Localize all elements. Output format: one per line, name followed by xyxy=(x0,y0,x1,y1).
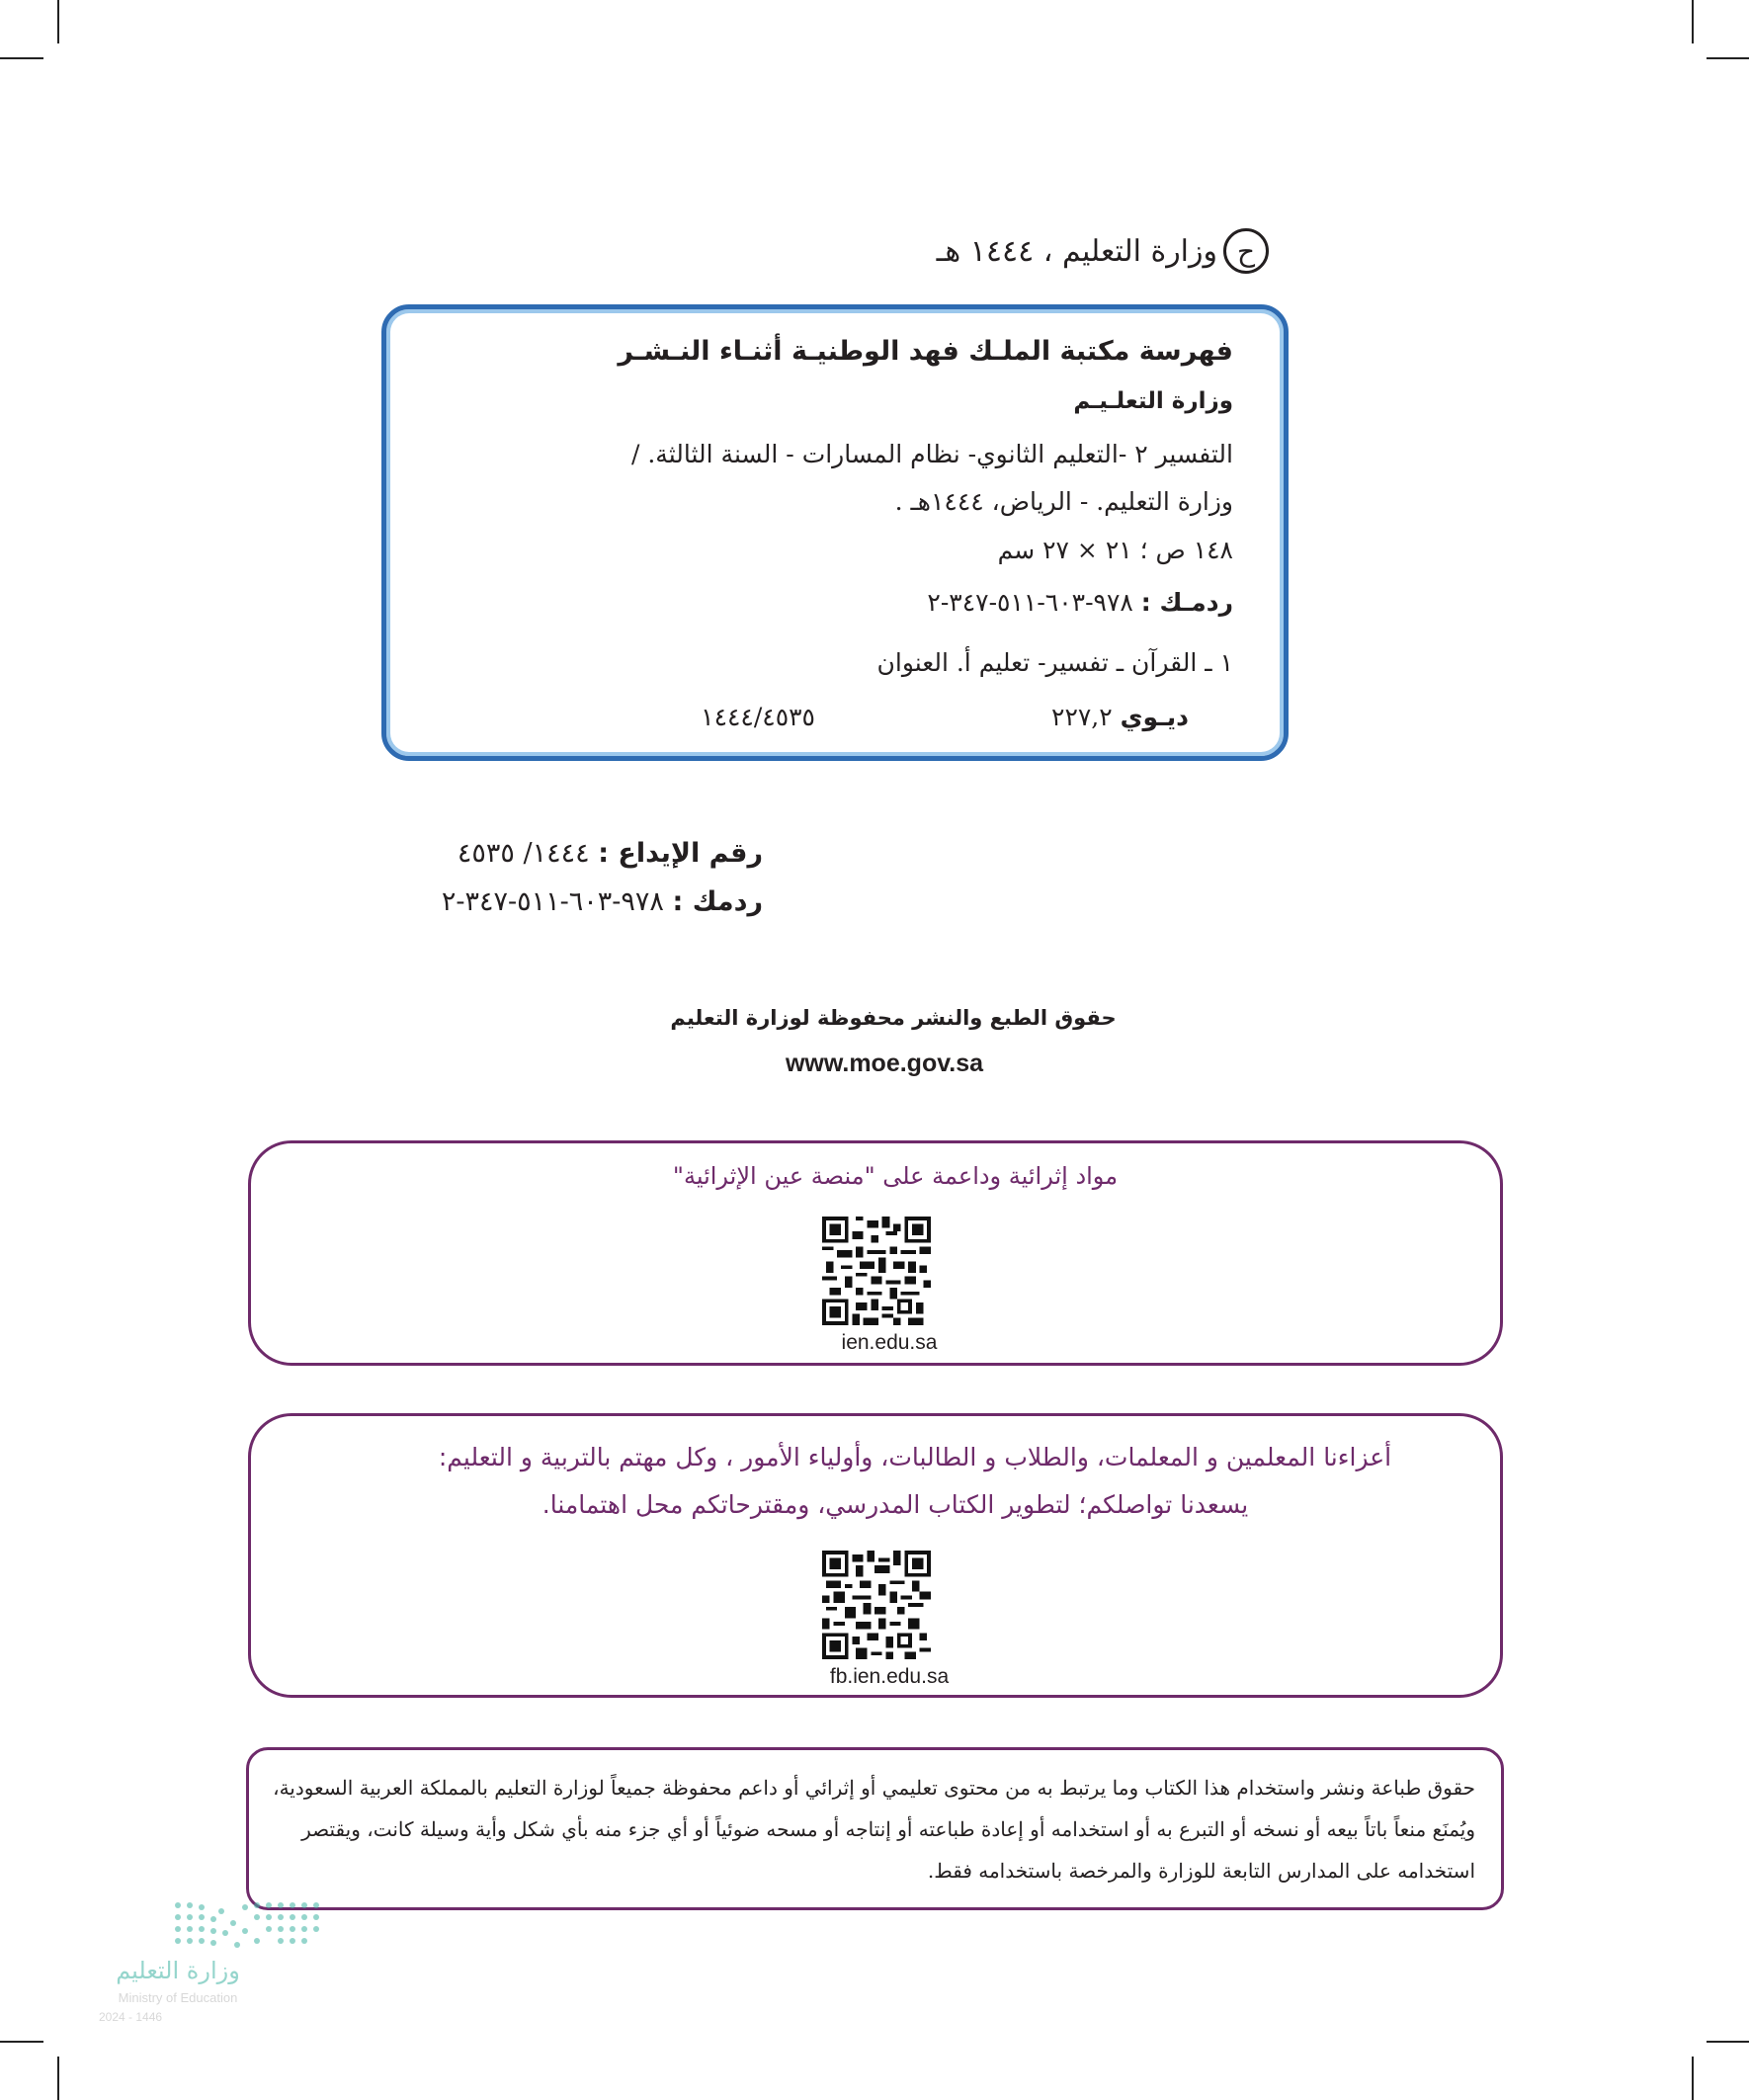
deposit-isbn-label: ردمك : xyxy=(672,886,763,917)
crop-mark-bottom-right xyxy=(1692,2057,1694,2100)
copyright-line xyxy=(937,223,1269,279)
catalog-dewey xyxy=(1051,703,1189,731)
crop-mark-top-right xyxy=(1692,0,1694,43)
catalog-line-2: وزارة التعليم. - الرياض، ١٤٤٤هـ . xyxy=(894,487,1233,516)
ministry-logo xyxy=(95,1895,332,2034)
crop-mark-bottom-left xyxy=(57,2057,59,2100)
crop-mark-bottom-right-h xyxy=(1707,2041,1749,2043)
catalog-deposit-number: ١٤٤٤/٤٥٣٥ xyxy=(701,703,815,731)
copyright-symbol: ح xyxy=(1223,228,1269,274)
feedback-qr-code[interactable] xyxy=(822,1551,931,1659)
legal-notice-box xyxy=(246,1747,1504,1910)
catalog-subjects: ١ ـ القرآن ـ تفسير- تعليم أ. العنوان xyxy=(876,648,1233,677)
crop-mark-top-left xyxy=(57,0,59,43)
ministry-logo-name-en: Ministry of Education xyxy=(118,1990,238,2005)
ministry-logo-name-ar: وزارة التعليم xyxy=(116,1957,240,1984)
catalog-title: فهرسة مكتبة الملـك فهد الوطنيـة أثنـاء النـشـر xyxy=(618,336,1233,367)
catalog-isbn-label: ردمـك : xyxy=(1140,588,1233,617)
enrichment-qr-code[interactable] xyxy=(822,1217,931,1325)
enrichment-qr-label[interactable]: ien.edu.sa xyxy=(841,1331,938,1354)
ministry-logo-dots-icon xyxy=(95,1895,332,1955)
catalog-dewey-label: ديـوي xyxy=(1120,703,1189,731)
feedback-line-1: أعزاءنا المعلمين و المعلمات، والطلاب و الطالبات، وأولياء الأمور ، وكل مهتم بالتربية و التعليم: xyxy=(438,1443,1392,1471)
feedback-panel xyxy=(248,1413,1503,1698)
crop-mark-top-right-h xyxy=(1707,57,1749,59)
legal-line-1: حقوق طباعة ونشر واستخدام هذا الكتاب وما يرتبط به من محتوى تعليمي أو إثرائي أو داعم محفوظة جميعاً لوزارة التعليم بالمملكة العربية السعودية، xyxy=(273,1776,1475,1800)
catalog-box xyxy=(381,304,1289,761)
crop-mark-bottom-left-h xyxy=(0,2041,43,2043)
enrichment-panel xyxy=(248,1140,1503,1366)
ministry-logo-year: 2024 - 1446 xyxy=(99,2010,163,2024)
crop-mark-top-left-h xyxy=(0,57,43,59)
rights-notice: حقوق الطبع والنشر محفوظة لوزارة التعليم xyxy=(670,1006,1117,1030)
catalog-line-1: التفسير ٢ -التعليم الثانوي- نظام المسارات - السنة الثالثة. / xyxy=(630,440,1233,468)
catalog-dewey-value: ٢٢٧,٢ xyxy=(1051,703,1113,731)
catalog-isbn xyxy=(927,588,1233,617)
catalog-line-3: ١٤٨ ص ؛ ٢١ × ٢٧ سم xyxy=(997,536,1233,564)
enrichment-title: مواد إثرائية وداعمة على "منصة عين الإثرائية" xyxy=(672,1162,1119,1190)
feedback-line-2: يسعدنا تواصلكم؛ لتطوير الكتاب المدرسي، ومقترحاتكم محل اهتمامنا. xyxy=(541,1490,1249,1519)
deposit-number xyxy=(458,838,763,869)
deposit-label: رقم الإيداع : xyxy=(598,838,763,869)
legal-line-3: استخدامه على المدارس التابعة للوزارة والمرخصة باستخدامه فقط. xyxy=(927,1859,1475,1883)
feedback-qr-label[interactable]: fb.ien.edu.sa xyxy=(829,1665,950,1688)
catalog-isbn-value: ٩٧٨-٦٠٣-٥١١-٣٤٧-٢ xyxy=(927,588,1133,617)
copyright-text: وزارة التعليم ، ١٤٤٤ هـ xyxy=(936,233,1217,269)
deposit-value: ١٤٤٤/ ٤٥٣٥ xyxy=(457,838,590,869)
catalog-author: وزارة التعلـيـم xyxy=(1073,388,1233,414)
moe-website-link[interactable]: www.moe.gov.sa xyxy=(785,1050,984,1077)
deposit-isbn-value: ٩٧٨-٦٠٣-٥١١-٣٤٧-٢ xyxy=(441,886,664,917)
legal-line-2: ويُمنَع منعاً باتاً بيعه أو نسخه أو التبرع به أو استخدامه أو إعادة طباعته أو إنتاجه أو مسحه ضوئياً أو أي جزء منه بأي شكل وأية وسيلة كانت، ويقتصر xyxy=(301,1817,1475,1841)
deposit-isbn xyxy=(442,886,763,917)
